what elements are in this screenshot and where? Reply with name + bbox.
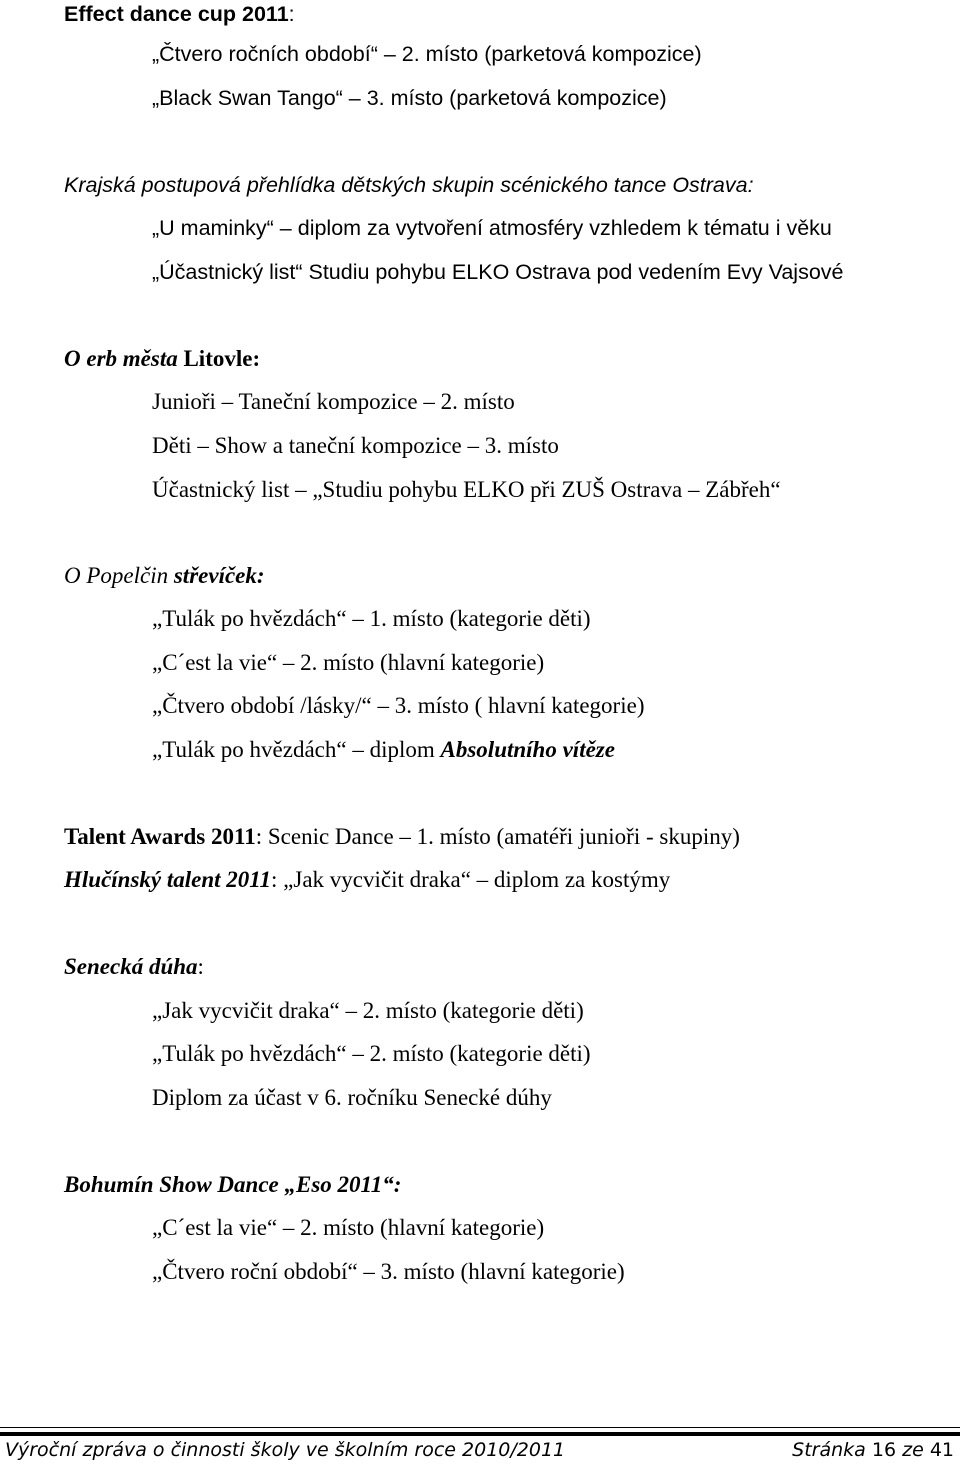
heading-rest: Litovle: [177,346,261,371]
list-item: „Black Swan Tango“ – 3. místo (parketová kompozice) [152,86,667,110]
section-heading-o-popelcin-strevicek [64,561,265,591]
heading-title: Effect dance cup 2011 [64,2,289,26]
heading-title: Talent Awards 2011 [64,824,256,849]
list-item: „Tulák po hvězdách“ – 2. místo (kategorie děti) [152,1041,591,1066]
list-item: „C´est la vie“ – 2. místo (hlavní kategorie) [152,1215,545,1240]
section-text: : „Jak vycvičit draka“ – diplom za kostýmy [271,867,671,892]
footer-divider-thin [0,1427,960,1428]
item-emphasis: Absolutního vítěze [440,737,615,762]
section-talent-awards [64,822,740,852]
list-item: „Čtvero období /lásky/“ – 3. místo ( hlavní kategorie) [152,693,645,718]
heading-suffix: : [197,954,204,979]
heading-title: Hlučínský talent 2011 [64,867,272,892]
section-heading-o-erb-mesta [64,344,260,374]
page-current: 16 [871,1439,897,1461]
page-of: ze [902,1439,924,1461]
list-item: Účastnický list – „Studiu pohybu ELKO při ZUŠ Ostrava – Zábřeh“ [152,477,781,502]
heading-title: Senecká dúha [64,954,198,979]
section-heading-krajska-prehlidka: Krajská postupová přehlídka dětských skupin scénického tance Ostrava: [64,173,754,197]
heading-part-b: střevíček: [173,563,265,588]
item-text: „Tulák po hvězdách“ – diplom [152,737,441,762]
section-heading-effect-dance-cup [64,0,295,29]
list-item: Junioři – Taneční kompozice – 2. místo [152,389,515,414]
list-item: „Čtvero ročních období“ – 2. místo (parketová kompozice) [152,42,702,66]
list-item: „Jak vycvičit draka“ – 2. místo (kategorie děti) [152,998,584,1023]
list-item: „Čtvero roční období“ – 3. místo (hlavní kategorie) [152,1259,625,1284]
list-item [152,735,615,765]
section-heading-senecka-duha [64,952,204,982]
footer-page-number [792,1436,954,1464]
list-item: Diplom za účast v 6. ročníku Senecké dúhy [152,1085,552,1110]
footer-title: Výroční zpráva o činnosti školy ve školním roce 2010/2011 [5,1439,566,1461]
heading-suffix: : [288,2,295,26]
page-label: Stránka [792,1439,866,1461]
list-item: „C´est la vie“ – 2. místo (hlavní kategorie) [152,650,545,675]
list-item: „Účastnický list“ Studiu pohybu ELKO Ostrava pod vedením Evy Vajsové [152,260,844,284]
page-total: 41 [929,1439,954,1461]
list-item: Děti – Show a taneční kompozice – 3. místo [152,433,559,458]
section-hlucinsky-talent [64,865,670,895]
list-item: „Tulák po hvězdách“ – 1. místo (kategorie děti) [152,606,591,631]
list-item: „U maminky“ – diplom za vytvoření atmosféry vzhledem k tématu i věku [152,216,832,240]
section-heading-bohumin-show-dance: Bohumín Show Dance „Eso 2011“: [64,1172,402,1197]
section-text: : Scenic Dance – 1. místo (amatéři junioři - skupiny) [255,824,740,849]
heading-part-a: O Popelčin [64,563,174,588]
heading-title: O erb města [64,346,178,371]
